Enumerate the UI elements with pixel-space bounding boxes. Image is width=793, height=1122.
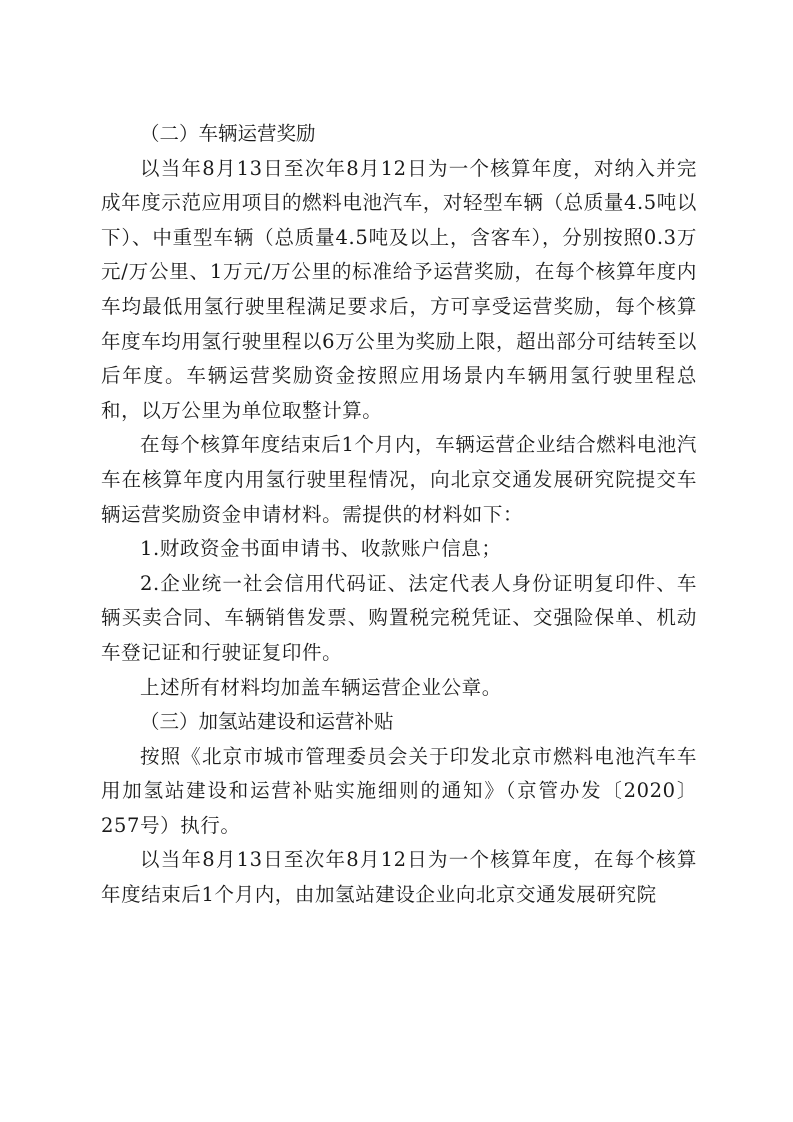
list-item-financial-application: 1.财政资金书面申请书、收款账户信息； (140, 537, 502, 561)
paragraph-seal-requirement: 上述所有材料均加盖车辆运营企业公章。 (140, 675, 502, 699)
section-heading-vehicle-operation-reward: （二）车辆运营奖励 (140, 122, 316, 145)
paragraph-notice-reference: 按照《北京市城市管理委员会关于印发北京市燃料电池汽车车用加氢站建设和运营补贴实施细则的通知》（京管办发〔2020〕257号）执行。 (101, 744, 697, 837)
paragraph-station-accounting-year: 以当年8月13日至次年8月12日为一个核算年度，在每个核算年度结束后1个月内，由加氢站建设企业向北京交通发展研究院 (101, 848, 697, 907)
paragraph-application-procedure: 在每个核算年度结束后1个月内，车辆运营企业结合燃料电池汽车在核算年度内用氢行驶里程情况，向北京交通发展研究院提交车辆运营奖励资金申请材料。需提供的材料如下： (101, 433, 697, 526)
section-heading-hydrogen-station-subsidy: （三）加氢站建设和运营补贴 (140, 710, 394, 734)
document-body (101, 117, 697, 913)
paragraph-reward-rules: 以当年8月13日至次年8月12日为一个核算年度，对纳入并完成年度示范应用项目的燃料电池汽车，对轻型车辆（总质量4.5吨以下）、中重型车辆（总质量4.5吨及以上，含客车），分别按照0.3万元/万公里、1万元/万公里的标准给予运营奖励，在每个核算年度内车均最低用氢行驶里程满足要求后，方可享受运营奖励，每个核算年度车均用氢行驶里程以6万公里为奖励上限，超出部分可结转至以后年度。车辆运营奖励资金按照应用场景内车辆用氢行驶里程总和，以万公里为单位取整计算。 (101, 156, 697, 422)
list-item-enterprise-documents: 2.企业统一社会信用代码证、法定代表人身份证明复印件、车辆买卖合同、车辆销售发票、购置税完税凭证、交强险保单、机动车登记证和行驶证复印件。 (101, 571, 697, 664)
